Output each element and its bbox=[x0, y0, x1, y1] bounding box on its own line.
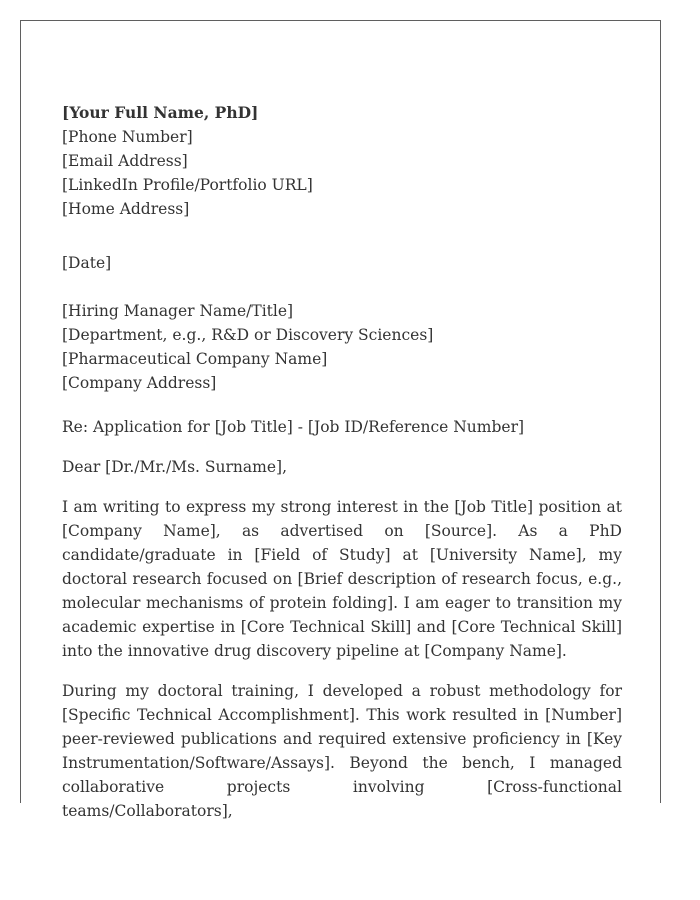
sender-phone: [Phone Number] bbox=[62, 128, 193, 146]
salutation: Dear [Dr./Mr./Ms. Surname], bbox=[62, 458, 287, 476]
letter-date: [Date] bbox=[62, 254, 112, 272]
re-line: Re: Application for [Job Title] - [Job ID/Reference Number] bbox=[62, 418, 525, 436]
recipient-company: [Pharmaceutical Company Name] bbox=[62, 350, 328, 368]
recipient-address: [Company Address] bbox=[62, 374, 217, 392]
body-paragraph-1: I am writing to express my strong interest in the [Job Title] position at [Company Name], as advertised on [Source]. As a PhD candidate/graduate in [Field of Study] at [University Name], my doctoral research focused on [Brief description of research focus, e.g., molecular mechanisms of protein folding]. I am eager to transition my academic expertise in [Core Technical Skill] and [Core Technical Skill] into the innovative drug discovery pipeline at [Company Name]. bbox=[62, 498, 622, 660]
sender-address: [Home Address] bbox=[62, 200, 190, 218]
salutation-block bbox=[62, 455, 622, 479]
sender-name: [Your Full Name, PhD] bbox=[62, 103, 259, 122]
recipient-block bbox=[62, 299, 622, 395]
date-block bbox=[62, 251, 622, 275]
letter-content bbox=[62, 101, 622, 823]
recipient-manager: [Hiring Manager Name/Title] bbox=[62, 302, 294, 320]
recipient-department: [Department, e.g., R&D or Discovery Sciences] bbox=[62, 326, 434, 344]
letter-page bbox=[20, 20, 661, 820]
sender-block bbox=[62, 101, 622, 221]
body-paragraph-2: During my doctoral training, I developed a robust methodology for [Specific Technical Accomplishment]. This work resulted in [Number] peer-reviewed publications and required extensive proficiency in [Key Instrumentation/Software/Assays]. Beyond the bench, I managed collaborative projects involving [Cross-functional teams/Collaborators], bbox=[62, 682, 622, 820]
sender-email: [Email Address] bbox=[62, 152, 188, 170]
sender-linkedin: [LinkedIn Profile/Portfolio URL] bbox=[62, 176, 313, 194]
re-line-block bbox=[62, 415, 622, 439]
